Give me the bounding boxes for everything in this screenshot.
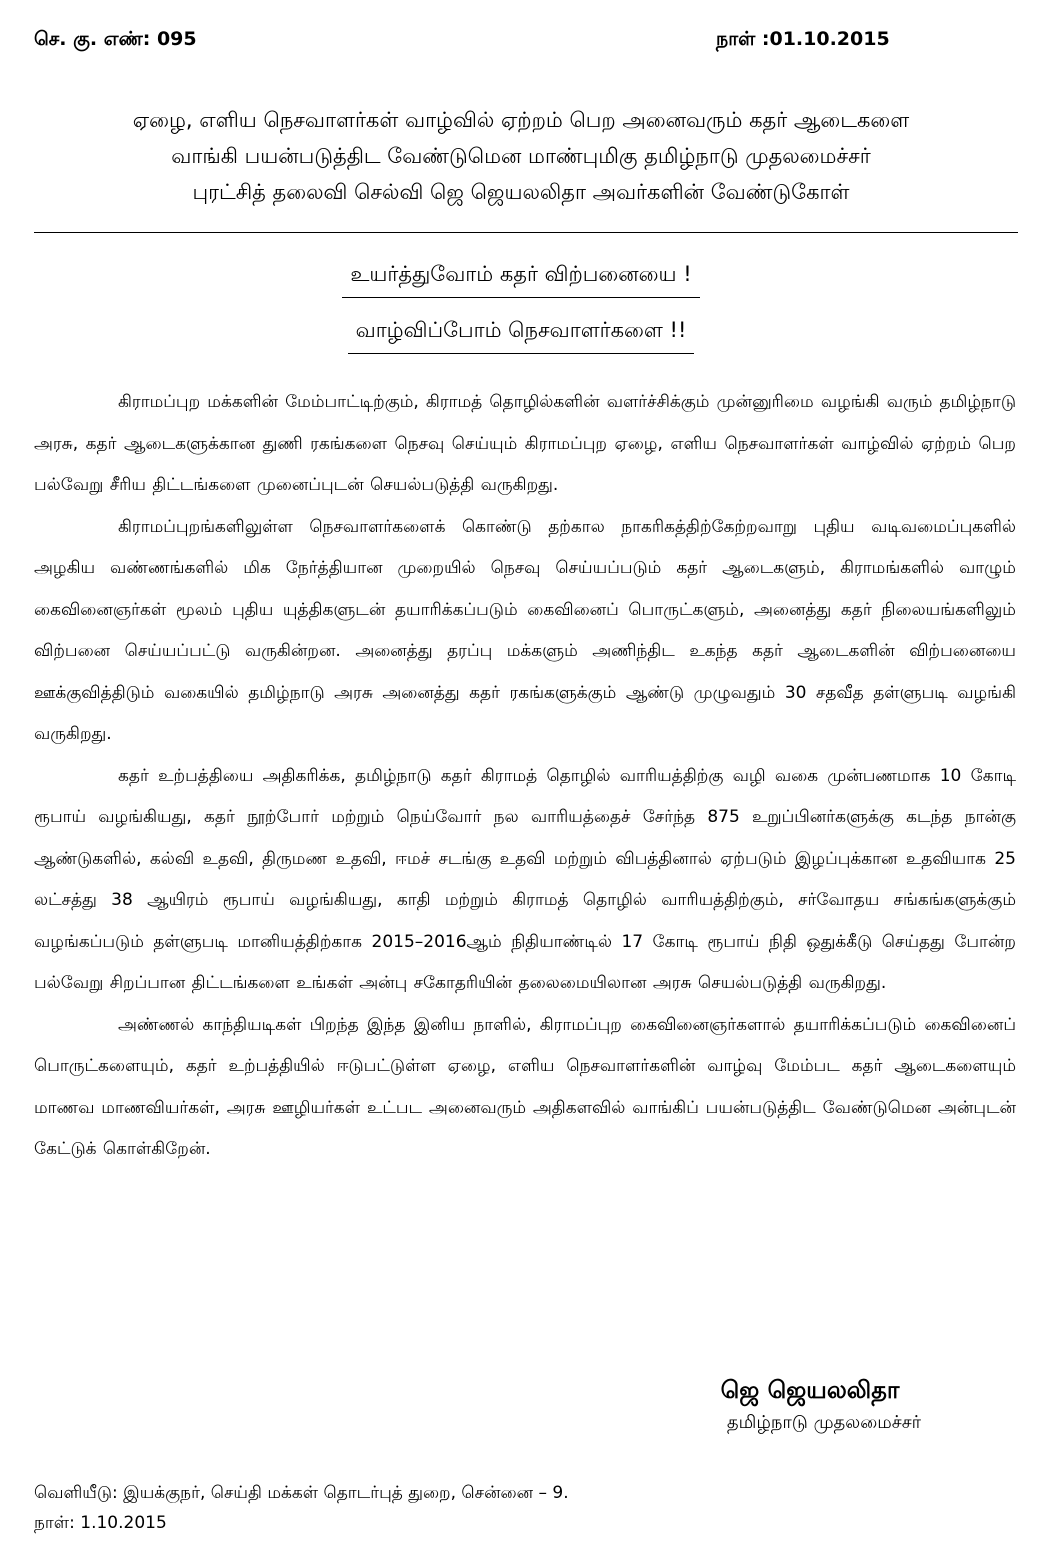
- paragraph: அண்ணல் காந்தியடிகள் பிறந்த இந்த இனிய நாளில், கிராமப்புற கைவினைஞர்களால் தயாரிக்கப்படும் கைவினைப் பொருட்களையும், கதர் உற்பத்தியில் ஈடுபட்டுள்ள ஏழை, எளிய நெசவாளர்களின் வாழ்வு மேம்பட கதர் ஆடைகளையும் மாணவ மாணவியர்கள், அரசு ஊழியர்கள் உட்பட அனைவரும் அதிகளவில் வாங்கிப் பயன்படுத்திட வேண்டுமென அன்புடன் கேட்டுக் கொள்கிறேன்.: [34, 1014, 1016, 1159]
- slogan-text: உயர்த்துவோம் கதர் விற்பனையை !: [342, 262, 699, 298]
- horizontal-divider: [34, 232, 1018, 233]
- paragraph: கதர் உற்பத்தியை அதிகரிக்க, தமிழ்நாடு கதர் கிராமத் தொழில் வாரியத்திற்கு வழி வகை முன்பணமாக 10 கோடி ரூபாய் வழங்கியது, கதர் நூற்போர் மற்றும் நெய்வோர் நல வாரியத்தைச் சேர்ந்த 875 உறுப்பினர்களுக்கு கடந்த நான்கு ஆண்டுகளில், கல்வி உதவி, திருமண உதவி, ஈமச் சடங்கு உதவி மற்றும் விபத்தினால் ஏற்படும் இழப்புக்கான உதவியாக 25 லட்சத்து 38 ஆயிரம் ரூபாய் வழங்கியது, காதி மற்றும் கிராமத் தொழில் வாரியத்திற்கும், சர்வோதய சங்கங்களுக்கும் வழங்கப்படும் தள்ளுபடி மானியத்திற்காக 2015–2016ஆம் நிதியாண்டில் 17 கோடி ரூபாய் நிதி ஒதுக்கீடு செய்தது போன்ற பல்வேறு சிறப்பான திட்டங்களை உங்கள் அன்பு சகோதரியின் தலைமையிலான அரசு செயல்படுத்தி வருகிறது.: [34, 765, 1016, 993]
- signatory-title: தமிழ்நாடு முதலமைச்சர்: [726, 1412, 922, 1433]
- body-text: [34, 382, 1016, 1171]
- headline-line: வாங்கி பயன்படுத்திட வேண்டுமென மாண்புமிகு தமிழ்நாடு முதலமைச்சர்: [171, 144, 871, 168]
- reference-number: செ. கு. எண்: 095: [34, 28, 197, 50]
- slogan-1: [0, 262, 1042, 298]
- reference-row: [34, 28, 1008, 58]
- paragraph: கிராமப்புற மக்களின் மேம்பாட்டிற்கும், கிராமத் தொழில்களின் வளர்ச்சிக்கும் முன்னுரிமை வழங்கி வரும் தமிழ்நாடு அரசு, கதர் ஆடைகளுக்கான துணி ரகங்களை நெசவு செய்யும் கிராமப்புற ஏழை, எளிய நெசவாளர்கள் வாழ்வில் ஏற்றம் பெற பல்வேறு சீரிய திட்டங்களை முனைப்புடன் செயல்படுத்தி வருகிறது.: [34, 392, 1016, 495]
- signatory-name: ஜெ ஜெயலலிதா: [720, 1376, 900, 1404]
- release-footer: [34, 1478, 569, 1538]
- headline: [34, 102, 1008, 210]
- release-date: நாள் :01.10.2015: [716, 28, 890, 50]
- slogan-text: வாழ்விப்போம் நெசவாளர்களை !!: [348, 318, 695, 354]
- signature-block: [640, 1372, 980, 1438]
- footer-date: நாள்: 1.10.2015: [34, 1513, 167, 1533]
- paragraph: கிராமப்புறங்களிலுள்ள நெசவாளர்களைக் கொண்டு தற்கால நாகரிகத்திற்கேற்றவாறு புதிய வடிவமைப்புகளில் அழகிய வண்ணங்களில் மிக நேர்த்தியான முறையில் நெசவு செய்யப்படும் கதர் ஆடைகளும், கிராமங்களில் வாழும் கைவினைஞர்கள் மூலம் புதிய யுத்திகளுடன் தயாரிக்கப்படும் கைவினைப் பொருட்களும், அனைத்து கதர் நிலையங்களிலும் விற்பனை செய்யப்பட்டு வருகின்றன. அனைத்து தரப்பு மக்களும் அணிந்திட உகந்த கதர் ஆடைகளின் விற்பனையை ஊக்குவித்திடும் வகையில் தமிழ்நாடு அரசு அனைத்து கதர் ரகங்களுக்கும் ஆண்டு முழுவதும் 30 சதவீத தள்ளுபடி வழங்கி வருகிறது.: [34, 516, 1016, 744]
- headline-line: புரட்சித் தலைவி செல்வி ஜெ ஜெயலலிதா அவர்களின் வேண்டுகோள்: [192, 180, 850, 204]
- headline-line: ஏழை, எளிய நெசவாளர்கள் வாழ்வில் ஏற்றம் பெற அனைவரும் கதர் ஆடைகளை: [132, 108, 910, 132]
- slogan-2: [0, 318, 1042, 354]
- issued-by: வெளியீடு: இயக்குநர், செய்தி மக்கள் தொடர்புத் துறை, சென்னை – 9.: [34, 1483, 569, 1503]
